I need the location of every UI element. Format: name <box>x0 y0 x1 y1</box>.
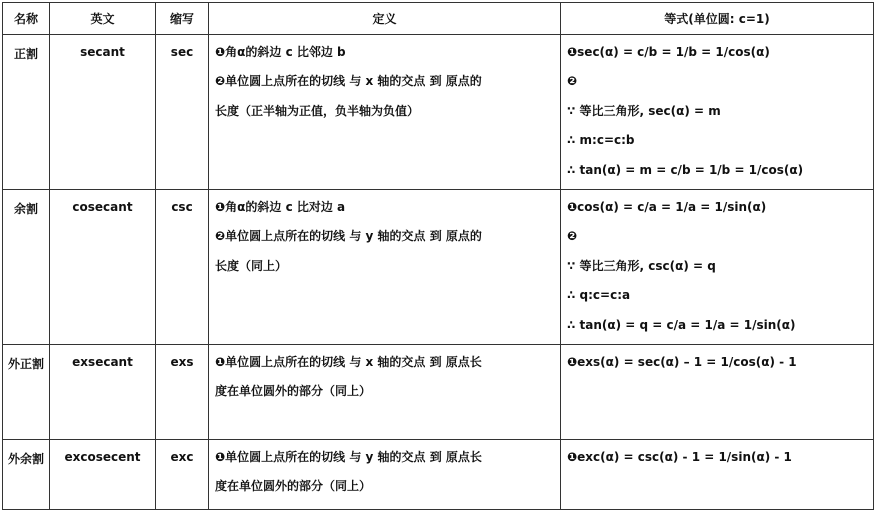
definition-line: 长度（正半轴为正值，负半轴为负值） <box>215 103 420 118</box>
header-name: 名称 <box>3 3 50 35</box>
header-formula: 等式(单位圆: c=1) <box>561 3 874 35</box>
formula-line: ❶cos(α) = c/a = 1/a = 1/sin(α) <box>567 200 767 214</box>
cell-definition <box>209 440 561 510</box>
table-row-cosecant <box>3 190 874 345</box>
definition-line: ❷单位圆上点所在的切线 与 y 轴的交点 到 原点的 <box>215 229 482 244</box>
definition-line: ❷单位圆上点所在的切线 与 x 轴的交点 到 原点的 <box>215 74 482 89</box>
formula-line: ❶exc(α) = csc(α) - 1 = 1/sin(α) - 1 <box>567 450 792 464</box>
table-row-exsecant <box>3 345 874 440</box>
cell-formula <box>561 35 874 190</box>
cell-abbr: exc <box>156 440 209 510</box>
formula-line: ∴ tan(α) = m = c/b = 1/b = 1/cos(α) <box>567 162 804 177</box>
definition-line: ❶角α的斜边 c 比对边 a <box>215 200 346 214</box>
formula-line: ∵ 等比三角形, csc(α) = q <box>567 258 716 273</box>
cell-definition <box>209 35 561 190</box>
cell-english: secant <box>50 35 156 190</box>
definition-line: 长度（同上） <box>215 258 288 273</box>
header-definition: 定义 <box>209 3 561 35</box>
header-abbr: 缩写 <box>156 3 209 35</box>
table-row-secant <box>3 35 874 190</box>
formula-line: ∴ tan(α) = q = c/a = 1/a = 1/sin(α) <box>567 317 796 332</box>
formula-line: ∴ q:c=c:a <box>567 288 631 303</box>
header-row <box>3 3 874 35</box>
cell-name: 正割 <box>3 35 50 190</box>
header-english: 英文 <box>50 3 156 35</box>
cell-definition <box>209 190 561 345</box>
formula-line: ❶sec(α) = c/b = 1/b = 1/cos(α) <box>567 45 770 59</box>
table-row-excosecant <box>3 440 874 510</box>
definition-line: ❶单位圆上点所在的切线 与 x 轴的交点 到 原点长 <box>215 355 482 369</box>
cell-english: exsecant <box>50 345 156 440</box>
formula-line: ❶exs(α) = sec(α) – 1 = 1/cos(α) - 1 <box>567 355 797 369</box>
definition-line: 度在单位圆外的部分（同上） <box>215 384 372 399</box>
cell-formula <box>561 190 874 345</box>
formula-line: ∴ m:c=c:b <box>567 133 635 148</box>
trig-function-table <box>2 2 874 510</box>
cell-definition <box>209 345 561 440</box>
formula-line: ❷ <box>567 229 578 244</box>
definition-line: 度在单位圆外的部分（同上） <box>215 479 372 494</box>
cell-name: 外正割 <box>3 345 50 440</box>
cell-name: 余割 <box>3 190 50 345</box>
formula-line: ❷ <box>567 74 578 89</box>
cell-abbr: sec <box>156 35 209 190</box>
cell-name: 外余割 <box>3 440 50 510</box>
cell-english: cosecant <box>50 190 156 345</box>
formula-line: ∵ 等比三角形, sec(α) = m <box>567 103 721 118</box>
cell-formula <box>561 440 874 510</box>
cell-abbr: csc <box>156 190 209 345</box>
definition-line: ❶角α的斜边 c 比邻边 b <box>215 45 346 59</box>
cell-formula <box>561 345 874 440</box>
definition-line: ❶单位圆上点所在的切线 与 y 轴的交点 到 原点长 <box>215 450 482 464</box>
cell-english: excosecent <box>50 440 156 510</box>
cell-abbr: exs <box>156 345 209 440</box>
